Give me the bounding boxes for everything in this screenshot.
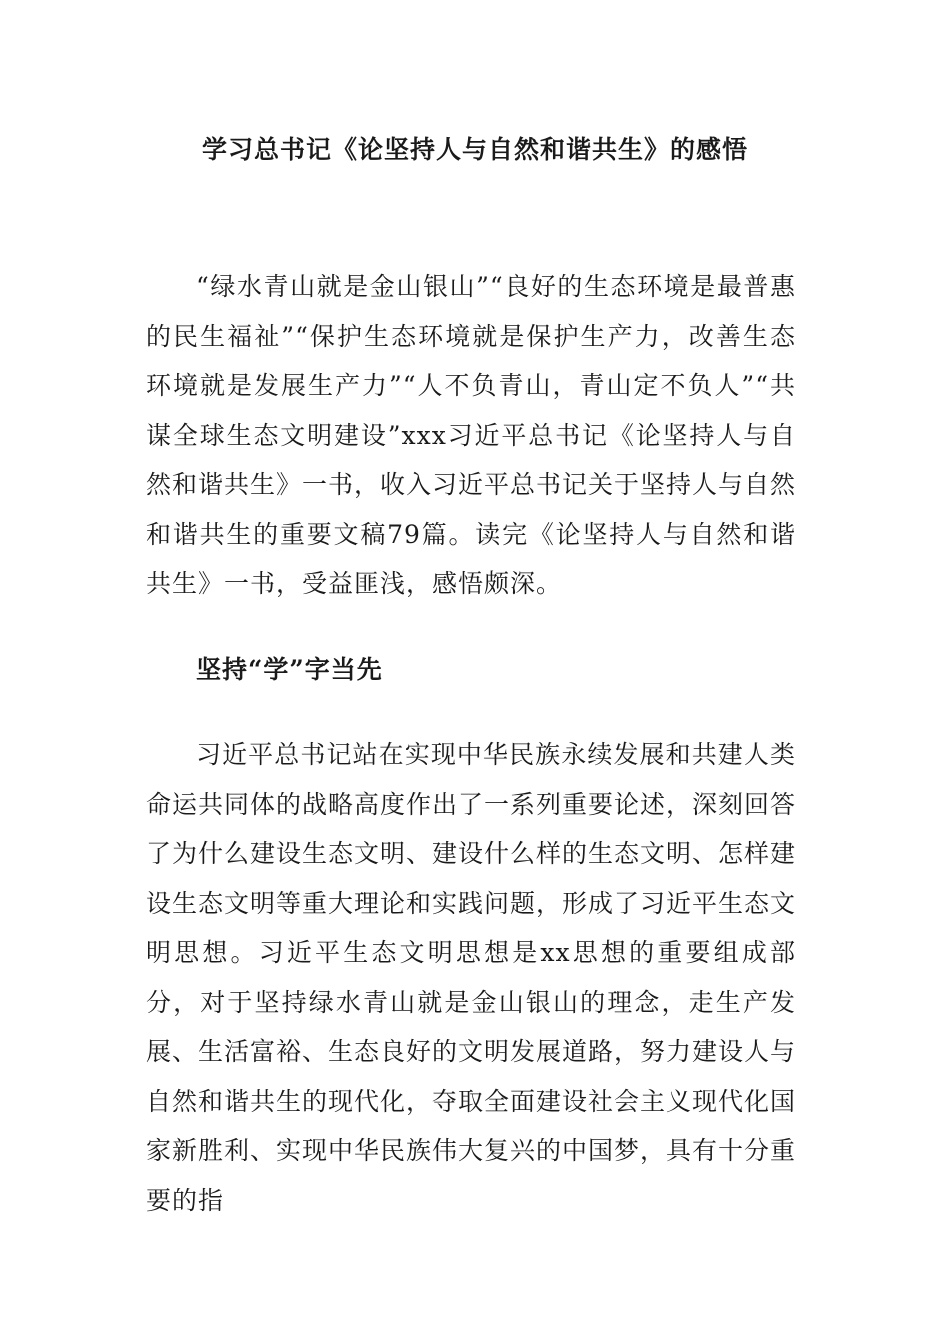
document-title: 学习总书记《论坚持人与自然和谐共生》的感悟 xyxy=(201,135,748,164)
section-heading: 坚持“学”字当先 xyxy=(196,655,383,684)
section-paragraph: 习近平总书记站在实现中华民族永续发展和共建人类命运共同体的战略高度作出了一系列重要论述，深刻回答了为什么建设生态文明、建设什么样的生态文明、怎样建设生态文明等重大理论和实践问题，形成了习近平生态文明思想。习近平生态文明思想是xx思想的重要组成部分，对于坚持绿水青山就是金山银山的理念，走生产发展、生活富裕、生态良好的文明发展道路，努力建设人与自然和谐共生的现代化，夺取全面建设社会主义现代化国家新胜利、实现中华民族伟大复兴的中国梦，具有十分重要的指 xyxy=(146,740,797,1215)
intro-paragraph: “绿水青山就是金山银山”“良好的生态环境是最普惠的民生福祉”“保护生态环境就是保护生产力，改善生态环境就是发展生产力”“人不负青山，青山定不负人”“共谋全球生态文明建设”xxx习近平总书记《论坚持人与自然和谐共生》一书，收入习近平总书记关于坚持人与自然和谐共生的重要文稿79篇。读完《论坚持人与自然和谐共生》一书，受益匪浅，感悟颇深。 xyxy=(146,272,797,598)
